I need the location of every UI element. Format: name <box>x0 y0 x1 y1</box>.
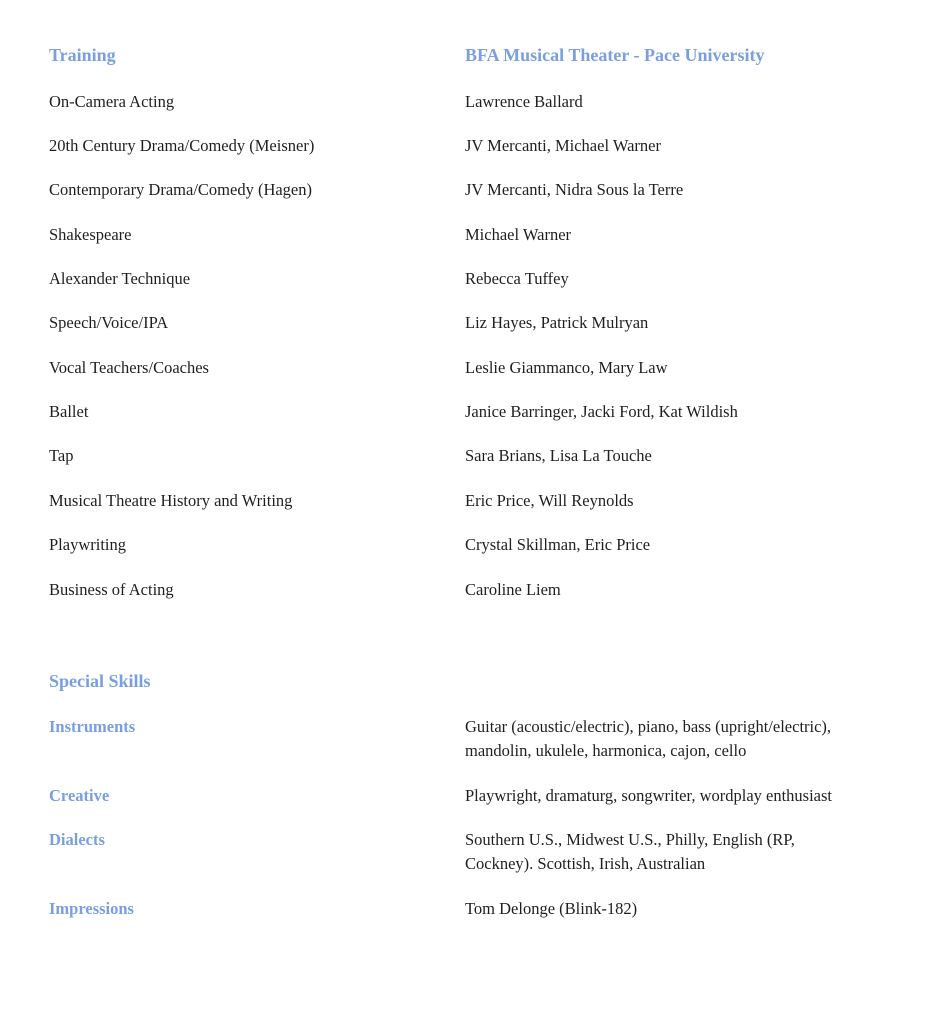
training-subject: 20th Century Drama/Comedy (Meisner) <box>49 136 315 155</box>
training-subject: Shakespeare <box>49 225 132 244</box>
skill-label: Instruments <box>49 717 136 736</box>
training-teachers: Sara Brians, Lisa La Touche <box>465 446 652 465</box>
training-heading: Training <box>49 45 116 65</box>
training-teachers: JV Mercanti, Michael Warner <box>465 136 661 155</box>
training-teachers: JV Mercanti, Nidra Sous la Terre <box>465 180 684 199</box>
training-subject: Business of Acting <box>49 580 174 599</box>
training-subject: Playwriting <box>49 535 126 554</box>
training-teachers: Caroline Liem <box>465 580 561 599</box>
skill-label: Creative <box>49 786 110 805</box>
skill-value: Playwright, dramaturg, songwriter, wordplay enthusiast <box>465 786 833 805</box>
training-teachers: Lawrence Ballard <box>465 92 583 111</box>
training-teachers: Rebecca Tuffey <box>465 269 569 288</box>
training-teachers: Liz Hayes, Patrick Mulryan <box>465 313 649 332</box>
training-teachers: Janice Barringer, Jacki Ford, Kat Wildish <box>465 402 738 421</box>
school-heading: BFA Musical Theater - Pace University <box>465 45 765 65</box>
training-subject: Contemporary Drama/Comedy (Hagen) <box>49 180 313 199</box>
skills-heading: Special Skills <box>49 671 151 691</box>
training-teachers: Michael Warner <box>465 225 572 244</box>
training-teachers: Crystal Skillman, Eric Price <box>465 535 651 554</box>
training-subject: On-Camera Acting <box>49 92 175 111</box>
training-subject: Vocal Teachers/Coaches <box>49 358 209 377</box>
skill-value: Guitar (acoustic/electric), piano, bass (upright/electric), mandolin, ukulele, harmonica, cajon, cello <box>465 717 832 760</box>
training-teachers: Eric Price, Will Reynolds <box>465 491 634 510</box>
skill-value: Tom Delonge (Blink-182) <box>465 899 638 918</box>
skill-label: Dialects <box>49 830 105 849</box>
training-subject: Musical Theatre History and Writing <box>49 491 293 510</box>
skill-value: Southern U.S., Midwest U.S., Philly, English (RP, Cockney). Scottish, Irish, Australian <box>465 830 795 873</box>
training-subject: Speech/Voice/IPA <box>49 313 169 332</box>
training-subject: Ballet <box>49 402 89 421</box>
training-teachers: Leslie Giammanco, Mary Law <box>465 358 668 377</box>
training-subject: Tap <box>49 446 74 465</box>
training-subject: Alexander Technique <box>49 269 191 288</box>
skill-label: Impressions <box>49 899 134 918</box>
